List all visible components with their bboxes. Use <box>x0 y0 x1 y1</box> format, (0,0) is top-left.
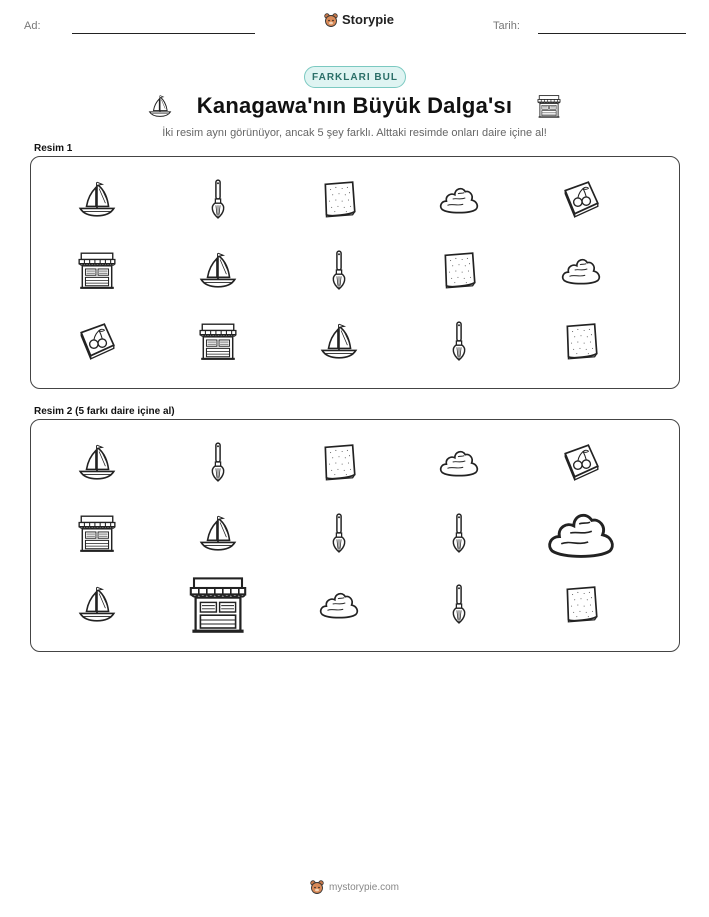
page-title: Kanagawa'nın Büyük Dalga'sı <box>196 93 513 118</box>
sponge-cake-item <box>560 320 602 362</box>
sailboat-icon <box>197 249 239 291</box>
sailboat-item <box>76 178 118 220</box>
sponge-cake-icon <box>318 178 360 220</box>
cherry-cake-icon <box>560 441 602 483</box>
instructions: İki resim aynı görünüyor, ancak 5 şey farklı. Alttaki resimde onları daire içine al! <box>162 127 547 139</box>
picture-1-panel <box>30 156 680 389</box>
sponge-cake-icon <box>438 249 480 291</box>
sailboat-icon <box>76 583 118 625</box>
whipped-cream-item[interactable] <box>545 497 617 569</box>
market-stall-icon <box>186 572 250 636</box>
market-stall-icon <box>76 249 118 291</box>
whipped-cream-item[interactable] <box>438 441 480 483</box>
date-line[interactable] <box>538 33 686 34</box>
whipped-cream-item <box>438 178 480 220</box>
paintbrush-item[interactable] <box>438 512 480 554</box>
paintbrush-icon <box>438 320 480 362</box>
sailboat-item <box>318 320 360 362</box>
activity-badge: FARKLARI BUL <box>304 66 406 88</box>
picture-2-panel[interactable] <box>30 419 680 652</box>
paintbrush-icon <box>197 178 239 220</box>
brand-name: Storypie <box>342 12 395 27</box>
name-label: Ad: <box>24 20 41 32</box>
market-stall-item[interactable] <box>76 512 118 554</box>
sponge-cake-icon <box>318 441 360 483</box>
market-stall-icon <box>76 512 118 554</box>
sailboat-icon <box>76 178 118 220</box>
paintbrush-icon <box>438 512 480 554</box>
paintbrush-icon <box>438 583 480 625</box>
whipped-cream-icon <box>318 583 360 625</box>
paintbrush-item <box>197 178 239 220</box>
paintbrush-item[interactable] <box>438 583 480 625</box>
sailboat-icon <box>147 93 173 119</box>
cherry-cake-item <box>76 320 118 362</box>
footer-url: mystorypie.com <box>328 881 399 893</box>
sailboat-icon <box>76 441 118 483</box>
sponge-cake-icon <box>560 320 602 362</box>
whipped-cream-icon <box>545 497 617 569</box>
cherry-cake-icon <box>76 320 118 362</box>
sponge-cake-item[interactable] <box>560 583 602 625</box>
picture-2-label: Resim 2 (5 farkı daire içine al) <box>34 406 175 417</box>
paintbrush-item <box>318 249 360 291</box>
sponge-cake-item <box>318 178 360 220</box>
market-stall-icon <box>197 320 239 362</box>
sailboat-icon <box>197 512 239 554</box>
picture-1-label: Resim 1 <box>34 143 73 154</box>
whipped-cream-icon <box>560 249 602 291</box>
market-stall-icon <box>536 93 562 119</box>
sponge-cake-item <box>438 249 480 291</box>
name-line[interactable] <box>72 33 255 34</box>
brand-logo <box>324 12 394 27</box>
sponge-cake-icon <box>560 583 602 625</box>
cherry-cake-item[interactable] <box>560 441 602 483</box>
footer <box>0 880 709 894</box>
whipped-cream-icon <box>438 178 480 220</box>
sailboat-item[interactable] <box>76 441 118 483</box>
whipped-cream-icon <box>438 441 480 483</box>
paintbrush-icon <box>318 512 360 554</box>
cherry-cake-icon <box>560 178 602 220</box>
market-stall-item <box>197 320 239 362</box>
market-stall-item[interactable] <box>186 572 250 636</box>
sailboat-item[interactable] <box>76 583 118 625</box>
paintbrush-item[interactable] <box>318 512 360 554</box>
sailboat-item[interactable] <box>197 512 239 554</box>
date-label: Tarih: <box>493 20 520 32</box>
market-stall-item <box>76 249 118 291</box>
paintbrush-item[interactable] <box>197 441 239 483</box>
paintbrush-icon <box>318 249 360 291</box>
sailboat-item <box>197 249 239 291</box>
paintbrush-item <box>438 320 480 362</box>
paintbrush-icon <box>197 441 239 483</box>
storypie-bear-icon <box>310 880 324 894</box>
storypie-bear-icon <box>324 13 338 27</box>
sailboat-icon <box>318 320 360 362</box>
title-row <box>0 93 709 119</box>
whipped-cream-item <box>560 249 602 291</box>
whipped-cream-item[interactable] <box>318 583 360 625</box>
sponge-cake-item[interactable] <box>318 441 360 483</box>
cherry-cake-item <box>560 178 602 220</box>
